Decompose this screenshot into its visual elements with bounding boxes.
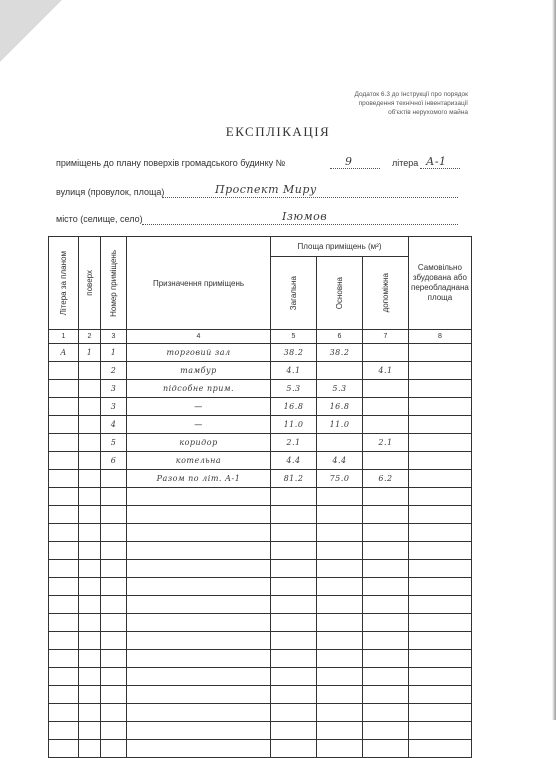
empty-table-row bbox=[49, 488, 472, 506]
city-value: Ізюмов bbox=[282, 210, 328, 223]
empty-cell bbox=[127, 524, 271, 542]
letter-underline bbox=[420, 168, 460, 169]
empty-cell bbox=[79, 542, 101, 560]
empty-cell bbox=[49, 488, 79, 506]
street-underline bbox=[162, 197, 458, 198]
cell-letter bbox=[49, 434, 79, 452]
cell-self-built bbox=[409, 452, 472, 470]
cell-floor bbox=[79, 416, 101, 434]
document-title: ЕКСПЛІКАЦІЯ bbox=[225, 124, 331, 139]
empty-table-row bbox=[49, 560, 472, 578]
cell-aux-area bbox=[363, 416, 409, 434]
empty-cell bbox=[409, 668, 472, 686]
empty-cell bbox=[317, 650, 363, 668]
empty-table-row bbox=[49, 542, 472, 560]
empty-cell bbox=[49, 578, 79, 596]
cell-main-area: 5.3 bbox=[317, 380, 363, 398]
empty-cell bbox=[49, 506, 79, 524]
cell-self-built bbox=[409, 362, 472, 380]
cell-floor bbox=[79, 470, 101, 488]
empty-cell bbox=[101, 614, 127, 632]
table-row bbox=[49, 416, 472, 434]
empty-cell bbox=[317, 524, 363, 542]
building-no-underline bbox=[330, 168, 380, 169]
empty-cell bbox=[271, 578, 317, 596]
empty-cell bbox=[363, 578, 409, 596]
city-underline bbox=[142, 224, 458, 225]
empty-table-row bbox=[49, 632, 472, 650]
empty-table-row bbox=[49, 506, 472, 524]
cell-letter bbox=[49, 470, 79, 488]
empty-cell bbox=[49, 650, 79, 668]
cell-floor: 1 bbox=[79, 344, 101, 362]
empty-cell bbox=[363, 722, 409, 740]
empty-cell bbox=[317, 560, 363, 578]
empty-cell bbox=[101, 506, 127, 524]
table-row bbox=[49, 362, 472, 380]
empty-table-row bbox=[49, 704, 472, 722]
cell-total-area: 2.1 bbox=[271, 434, 317, 452]
empty-table-row bbox=[49, 596, 472, 614]
empty-cell bbox=[317, 686, 363, 704]
cell-floor bbox=[79, 380, 101, 398]
empty-cell bbox=[79, 488, 101, 506]
cell-letter bbox=[49, 362, 79, 380]
empty-cell bbox=[127, 650, 271, 668]
building-letter: А-1 bbox=[426, 155, 447, 168]
cell-letter bbox=[49, 452, 79, 470]
empty-table-row bbox=[49, 686, 472, 704]
cell-aux-area bbox=[363, 344, 409, 362]
folded-corner bbox=[0, 0, 62, 62]
column-number: 7 bbox=[363, 330, 409, 344]
cell-room-number bbox=[101, 470, 127, 488]
cell-room-number: 1 bbox=[101, 344, 127, 362]
cell-self-built bbox=[409, 344, 472, 362]
empty-cell bbox=[271, 740, 317, 758]
empty-cell bbox=[409, 524, 472, 542]
cell-purpose: підсобне прим. bbox=[127, 380, 271, 398]
empty-cell bbox=[49, 614, 79, 632]
empty-cell bbox=[79, 614, 101, 632]
column-number: 2 bbox=[79, 330, 101, 344]
header-main: Основна bbox=[317, 257, 363, 330]
header-auxiliary: допоміжна bbox=[363, 257, 409, 330]
empty-cell bbox=[317, 506, 363, 524]
empty-cell bbox=[409, 704, 472, 722]
column-number: 4 bbox=[127, 330, 271, 344]
empty-table-row bbox=[49, 614, 472, 632]
empty-cell bbox=[317, 740, 363, 758]
empty-cell bbox=[363, 506, 409, 524]
empty-cell bbox=[79, 722, 101, 740]
empty-cell bbox=[101, 632, 127, 650]
empty-cell bbox=[409, 740, 472, 758]
cell-main-area: 75.0 bbox=[317, 470, 363, 488]
empty-cell bbox=[127, 704, 271, 722]
empty-cell bbox=[101, 704, 127, 722]
empty-cell bbox=[409, 632, 472, 650]
empty-cell bbox=[79, 524, 101, 542]
cell-self-built bbox=[409, 380, 472, 398]
empty-cell bbox=[127, 578, 271, 596]
empty-cell bbox=[101, 650, 127, 668]
empty-cell bbox=[317, 614, 363, 632]
cell-letter bbox=[49, 380, 79, 398]
empty-cell bbox=[271, 488, 317, 506]
cell-self-built bbox=[409, 416, 472, 434]
empty-cell bbox=[49, 596, 79, 614]
cell-self-built bbox=[409, 398, 472, 416]
empty-cell bbox=[79, 704, 101, 722]
empty-cell bbox=[409, 542, 472, 560]
empty-cell bbox=[363, 704, 409, 722]
explication-table bbox=[48, 236, 472, 758]
empty-cell bbox=[409, 488, 472, 506]
empty-cell bbox=[101, 578, 127, 596]
table-row bbox=[49, 452, 472, 470]
empty-cell bbox=[101, 668, 127, 686]
column-number: 1 bbox=[49, 330, 79, 344]
cell-room-number: 3 bbox=[101, 398, 127, 416]
empty-cell bbox=[317, 668, 363, 686]
empty-cell bbox=[49, 560, 79, 578]
empty-cell bbox=[271, 668, 317, 686]
empty-table-row bbox=[49, 650, 472, 668]
header-floor: поверх bbox=[79, 237, 101, 330]
empty-cell bbox=[101, 686, 127, 704]
empty-cell bbox=[317, 578, 363, 596]
empty-cell bbox=[317, 596, 363, 614]
cell-room-number: 5 bbox=[101, 434, 127, 452]
cell-aux-area bbox=[363, 398, 409, 416]
table-row bbox=[49, 380, 472, 398]
empty-cell bbox=[127, 506, 271, 524]
empty-cell bbox=[271, 650, 317, 668]
empty-cell bbox=[79, 632, 101, 650]
empty-cell bbox=[79, 650, 101, 668]
table-row bbox=[49, 470, 472, 488]
cell-floor bbox=[79, 452, 101, 470]
empty-cell bbox=[79, 506, 101, 524]
empty-cell bbox=[79, 686, 101, 704]
empty-table-row bbox=[49, 668, 472, 686]
building-line-label: приміщень до плану поверхів громадського будинку № bbox=[56, 158, 286, 168]
empty-cell bbox=[271, 560, 317, 578]
empty-cell bbox=[49, 542, 79, 560]
cell-purpose: тамбур bbox=[127, 362, 271, 380]
empty-table-row bbox=[49, 722, 472, 740]
cell-self-built bbox=[409, 434, 472, 452]
empty-cell bbox=[409, 578, 472, 596]
empty-cell bbox=[409, 650, 472, 668]
appendix-note bbox=[308, 90, 468, 117]
cell-room-number: 2 bbox=[101, 362, 127, 380]
building-line bbox=[56, 158, 285, 168]
empty-cell bbox=[101, 596, 127, 614]
cell-main-area: 4.4 bbox=[317, 452, 363, 470]
cell-aux-area: 4.1 bbox=[363, 362, 409, 380]
empty-cell bbox=[49, 704, 79, 722]
cell-total-area: 5.3 bbox=[271, 380, 317, 398]
table-body bbox=[49, 344, 472, 758]
cell-total-area: 38.2 bbox=[271, 344, 317, 362]
empty-cell bbox=[101, 740, 127, 758]
empty-cell bbox=[79, 740, 101, 758]
cell-total-area: 81.2 bbox=[271, 470, 317, 488]
empty-table-row bbox=[49, 578, 472, 596]
empty-cell bbox=[409, 560, 472, 578]
empty-cell bbox=[363, 614, 409, 632]
cell-total-area: 11.0 bbox=[271, 416, 317, 434]
empty-cell bbox=[271, 596, 317, 614]
empty-cell bbox=[271, 614, 317, 632]
empty-cell bbox=[79, 578, 101, 596]
header-room-number: Номер приміщень bbox=[101, 237, 127, 330]
empty-cell bbox=[127, 560, 271, 578]
cell-purpose: — bbox=[127, 398, 271, 416]
empty-cell bbox=[409, 596, 472, 614]
column-number: 5 bbox=[271, 330, 317, 344]
cell-total-area: 16.8 bbox=[271, 398, 317, 416]
cell-main-area: 38.2 bbox=[317, 344, 363, 362]
empty-cell bbox=[101, 722, 127, 740]
empty-cell bbox=[101, 488, 127, 506]
letter-label: літера bbox=[392, 158, 419, 168]
empty-cell bbox=[79, 596, 101, 614]
empty-table-row bbox=[49, 524, 472, 542]
cell-letter bbox=[49, 398, 79, 416]
header-area-group: Площа приміщень (м²) bbox=[271, 237, 409, 257]
empty-cell bbox=[317, 542, 363, 560]
cell-purpose: — bbox=[127, 416, 271, 434]
empty-cell bbox=[271, 686, 317, 704]
cell-total-area: 4.1 bbox=[271, 362, 317, 380]
empty-cell bbox=[271, 632, 317, 650]
empty-cell bbox=[49, 686, 79, 704]
cell-main-area bbox=[317, 362, 363, 380]
cell-purpose: котельна bbox=[127, 452, 271, 470]
column-number: 8 bbox=[409, 330, 472, 344]
empty-cell bbox=[409, 614, 472, 632]
table-row bbox=[49, 434, 472, 452]
header-total: Загальна bbox=[271, 257, 317, 330]
empty-cell bbox=[127, 632, 271, 650]
empty-cell bbox=[317, 704, 363, 722]
empty-cell bbox=[271, 722, 317, 740]
cell-floor bbox=[79, 398, 101, 416]
cell-floor bbox=[79, 434, 101, 452]
cell-total-area: 4.4 bbox=[271, 452, 317, 470]
cell-letter: А bbox=[49, 344, 79, 362]
appendix-note-line: Додаток 6.3 до Інструкції про порядок bbox=[354, 91, 468, 98]
empty-cell bbox=[317, 488, 363, 506]
empty-cell bbox=[363, 632, 409, 650]
empty-cell bbox=[49, 524, 79, 542]
cell-aux-area: 6.2 bbox=[363, 470, 409, 488]
appendix-note-line: об'єктів нерухомого майна bbox=[388, 109, 468, 116]
empty-cell bbox=[49, 722, 79, 740]
empty-cell bbox=[127, 668, 271, 686]
cell-aux-area bbox=[363, 380, 409, 398]
header-purpose: Призначення приміщень bbox=[127, 237, 271, 330]
empty-cell bbox=[101, 542, 127, 560]
empty-table-row bbox=[49, 740, 472, 758]
empty-cell bbox=[363, 650, 409, 668]
cell-room-number: 4 bbox=[101, 416, 127, 434]
cell-main-area: 11.0 bbox=[317, 416, 363, 434]
empty-cell bbox=[409, 506, 472, 524]
empty-cell bbox=[49, 668, 79, 686]
cell-purpose: торговий зал bbox=[127, 344, 271, 362]
empty-cell bbox=[127, 596, 271, 614]
cell-letter bbox=[49, 416, 79, 434]
page-edge-shadow bbox=[552, 0, 556, 720]
empty-cell bbox=[79, 668, 101, 686]
cell-purpose: коридор bbox=[127, 434, 271, 452]
empty-cell bbox=[127, 542, 271, 560]
appendix-note-line: проведення технічної інвентаризації bbox=[358, 100, 468, 107]
cell-purpose: Разом по літ. А-1 bbox=[127, 470, 271, 488]
empty-cell bbox=[409, 722, 472, 740]
empty-cell bbox=[101, 524, 127, 542]
empty-cell bbox=[317, 722, 363, 740]
empty-cell bbox=[363, 668, 409, 686]
empty-cell bbox=[127, 740, 271, 758]
empty-cell bbox=[409, 686, 472, 704]
column-number: 3 bbox=[101, 330, 127, 344]
column-number-row bbox=[49, 330, 472, 344]
empty-cell bbox=[363, 686, 409, 704]
street-value: Проспект Миру bbox=[215, 183, 317, 196]
cell-floor bbox=[79, 362, 101, 380]
empty-cell bbox=[127, 614, 271, 632]
empty-cell bbox=[101, 560, 127, 578]
cell-main-area: 16.8 bbox=[317, 398, 363, 416]
empty-cell bbox=[363, 740, 409, 758]
empty-cell bbox=[49, 740, 79, 758]
empty-cell bbox=[127, 488, 271, 506]
cell-main-area bbox=[317, 434, 363, 452]
empty-cell bbox=[271, 506, 317, 524]
building-number: 9 bbox=[345, 155, 353, 168]
empty-cell bbox=[271, 704, 317, 722]
empty-cell bbox=[127, 686, 271, 704]
cell-self-built bbox=[409, 470, 472, 488]
empty-cell bbox=[363, 560, 409, 578]
empty-cell bbox=[363, 524, 409, 542]
cell-room-number: 6 bbox=[101, 452, 127, 470]
empty-cell bbox=[271, 542, 317, 560]
empty-cell bbox=[363, 488, 409, 506]
empty-cell bbox=[271, 524, 317, 542]
empty-cell bbox=[363, 542, 409, 560]
column-number: 6 bbox=[317, 330, 363, 344]
empty-cell bbox=[79, 560, 101, 578]
header-self-built: Самовільно збудована або переобладнана площа bbox=[409, 237, 472, 330]
cell-aux-area: 2.1 bbox=[363, 434, 409, 452]
city-label: місто (селище, село) bbox=[56, 214, 143, 224]
table-row bbox=[49, 344, 472, 362]
street-label: вулиця (провулок, площа) bbox=[56, 187, 165, 197]
header-letter: Літера за планом bbox=[49, 237, 79, 330]
cell-room-number: 3 bbox=[101, 380, 127, 398]
empty-cell bbox=[49, 632, 79, 650]
empty-cell bbox=[127, 722, 271, 740]
table-row bbox=[49, 398, 472, 416]
empty-cell bbox=[317, 632, 363, 650]
empty-cell bbox=[363, 596, 409, 614]
cell-aux-area bbox=[363, 452, 409, 470]
